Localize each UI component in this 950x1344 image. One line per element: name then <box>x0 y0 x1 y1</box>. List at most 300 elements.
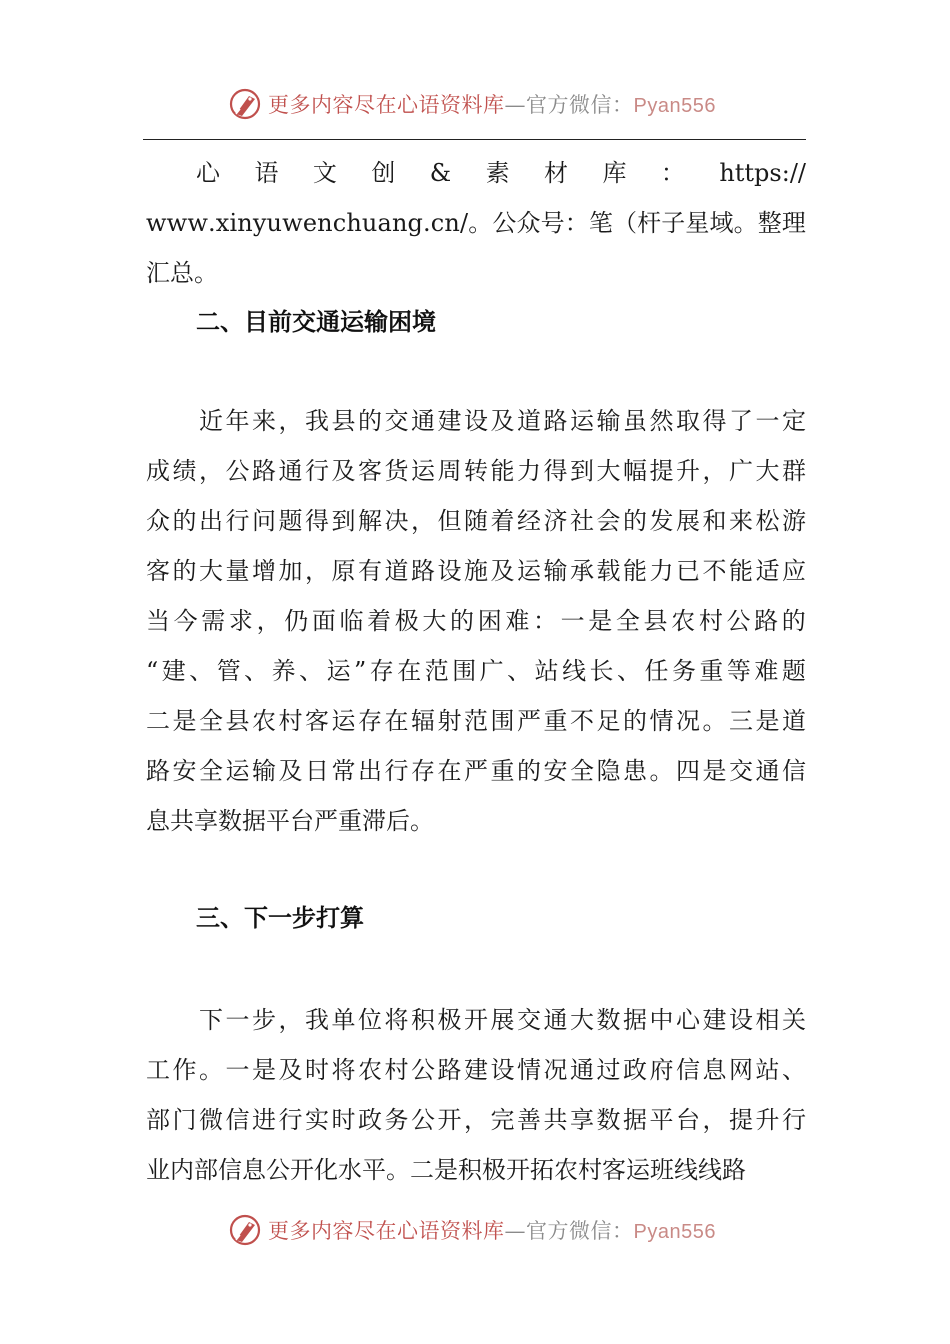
text-char: 存 <box>369 657 394 685</box>
banner-official-label: 官方微信： <box>526 93 634 117</box>
text-char: x <box>215 209 230 237</box>
text-char: 会 <box>596 507 621 535</box>
text-char: 济 <box>543 507 568 535</box>
text-char: 能 <box>490 457 515 485</box>
text-char: 公 <box>726 607 751 635</box>
paragraph-line <box>146 446 806 496</box>
text-char: . <box>208 209 216 237</box>
text-char: 通 <box>411 407 435 435</box>
text-char: 通 <box>570 1056 594 1084</box>
text-char: 载 <box>596 557 621 585</box>
text-char: 笔 <box>588 209 613 237</box>
text-char: 道 <box>517 407 541 435</box>
text-char: 微 <box>199 1106 223 1134</box>
text-char: h <box>346 209 362 237</box>
text-char: 过 <box>596 1056 621 1084</box>
text-char: 绩 <box>172 457 197 485</box>
text-char: 设 <box>490 1056 515 1084</box>
text-char: 数 <box>596 1006 621 1034</box>
text-char: 。 <box>649 757 674 785</box>
text-char: 重 <box>490 757 515 785</box>
text-char: 得 <box>305 507 329 535</box>
text-char: 设 <box>437 557 462 585</box>
text-char: 着 <box>490 507 515 535</box>
text-char: 、 <box>189 657 214 685</box>
text-char: 县 <box>643 607 668 635</box>
text-char: 务 <box>671 657 696 685</box>
text-char: n <box>391 209 408 237</box>
text-char: 日 <box>305 757 329 785</box>
text-char: 是 <box>588 607 613 635</box>
text-char: 据 <box>623 1006 647 1034</box>
text-char: 加 <box>278 557 303 585</box>
intro-char: 素 <box>485 159 510 187</box>
text-char: 应 <box>782 557 806 585</box>
text-char: ， <box>702 1106 727 1134</box>
footer-banner <box>228 1212 716 1248</box>
text-char: 相 <box>755 1006 780 1034</box>
text-char: 一 <box>755 407 780 435</box>
text-char: u <box>266 209 283 237</box>
pen-nib-circle-icon <box>228 1213 262 1247</box>
text-char: 的 <box>623 707 647 735</box>
text-char: ： <box>532 607 557 635</box>
text-char: 下 <box>199 1006 223 1034</box>
text-char: 发 <box>649 507 674 535</box>
text-char: 已 <box>676 557 700 585</box>
text-char: 平 <box>649 1106 674 1134</box>
text-char: 取 <box>676 407 700 435</box>
text-char: 经 <box>517 507 541 535</box>
text-char: 的 <box>781 607 806 635</box>
text-char: 通 <box>278 457 303 485</box>
text-char: 广 <box>479 657 504 685</box>
text-char: 的 <box>172 507 197 535</box>
text-char: 不 <box>702 557 727 585</box>
banner-dash: — <box>504 1219 526 1243</box>
text-char: 定 <box>782 407 806 435</box>
text-char: ， <box>256 607 281 635</box>
text-char: 足 <box>596 707 621 735</box>
text-char: 得 <box>702 407 727 435</box>
text-char: 来 <box>252 407 276 435</box>
text-char: 成 <box>146 457 170 485</box>
text-char: 况 <box>543 1056 568 1084</box>
text-char: 子 <box>661 209 686 237</box>
paragraph-line <box>146 1045 806 1095</box>
pen-nib-circle-icon <box>228 87 262 121</box>
text-char: 公 <box>411 1056 435 1084</box>
text-char: 农 <box>671 607 696 635</box>
text-char: 务 <box>384 1106 409 1134</box>
text-char: 步 <box>252 1006 276 1034</box>
text-char: 客 <box>358 457 382 485</box>
text-char: 仍 <box>284 607 309 635</box>
text-char: 设 <box>464 407 488 435</box>
text-char: 量 <box>225 557 250 585</box>
text-char: c <box>332 209 347 237</box>
intro-paragraph <box>146 148 806 298</box>
header-rule <box>143 139 806 140</box>
text-char: 社 <box>570 507 594 535</box>
text-char: 情 <box>649 707 674 735</box>
text-char: 存 <box>358 707 382 735</box>
text-char: 的 <box>358 407 382 435</box>
text-char: 患 <box>623 757 647 785</box>
text-char: 施 <box>464 557 488 585</box>
text-char: 路 <box>146 757 170 785</box>
text-char: 在 <box>384 707 409 735</box>
text-char: w <box>166 209 188 237</box>
text-char: 大 <box>570 1006 594 1034</box>
text-char: 。 <box>702 707 727 735</box>
text-char: 府 <box>649 1056 674 1084</box>
text-char: 通 <box>543 1006 568 1034</box>
banner-main-text: 更多内容尽在心语资料库 <box>268 1219 505 1243</box>
banner-main-text: 更多内容尽在心语资料库 <box>268 93 505 117</box>
text-char: y <box>252 209 267 237</box>
text-char: 、 <box>782 1056 806 1084</box>
text-char: 建 <box>702 1006 727 1034</box>
text-char: 积 <box>411 1006 435 1034</box>
banner-wechat-id: Pyan556 <box>633 95 716 117</box>
text-char: 县 <box>225 707 250 735</box>
text-char: 路 <box>252 457 276 485</box>
text-char: 输 <box>252 757 276 785</box>
text-char: 然 <box>649 407 674 435</box>
text-char: 隐 <box>596 757 621 785</box>
text-char: 作 <box>172 1056 197 1084</box>
section-2-paragraph <box>146 396 806 846</box>
text-char: 单 <box>331 1006 356 1034</box>
text-char: 一 <box>225 1056 250 1084</box>
text-char: 运 <box>570 407 594 435</box>
text-char: 及 <box>490 407 515 435</box>
text-char: a <box>377 209 392 237</box>
text-char: 运 <box>411 457 435 485</box>
text-char: n <box>317 209 333 237</box>
text-char: 、 <box>244 657 269 685</box>
text-char: 围 <box>490 707 515 735</box>
text-char: 大 <box>755 457 780 485</box>
intro-char: & <box>429 159 452 187</box>
text-char: 严 <box>517 707 541 735</box>
text-char: 重 <box>699 657 724 685</box>
text-char: 关 <box>782 1006 806 1034</box>
text-char: 严 <box>464 757 488 785</box>
text-char: n <box>444 209 460 237</box>
header-banner <box>228 86 716 122</box>
text-char: 需 <box>201 607 226 635</box>
text-char <box>173 396 197 446</box>
paragraph-line: 业内部信息公开化水平。二是积极开拓农村客运班线线路 <box>146 1156 746 1184</box>
text-char: 据 <box>623 1106 647 1134</box>
text-char: 极 <box>394 607 419 635</box>
text-char: 极 <box>437 1006 462 1034</box>
text-char: 客 <box>305 707 329 735</box>
text-char: 今 <box>173 607 198 635</box>
text-char: 部 <box>146 1106 170 1134</box>
text-char: 站 <box>755 1056 780 1084</box>
text-char: 号 <box>540 209 565 237</box>
intro-char: 库 <box>602 159 627 187</box>
text-char: 公 <box>492 209 517 237</box>
text-char: 享 <box>570 1106 594 1134</box>
text-char <box>173 995 197 1045</box>
text-char: 况 <box>676 707 700 735</box>
text-char: 工 <box>146 1056 170 1084</box>
text-char: 路 <box>754 607 779 635</box>
text-char: 面 <box>311 607 336 635</box>
text-char: 路 <box>411 557 435 585</box>
intro-char: 文 <box>312 159 337 187</box>
text-char: 等 <box>726 657 751 685</box>
text-char: 一 <box>560 607 585 635</box>
banner-text <box>268 89 716 119</box>
text-char: 行 <box>305 457 329 485</box>
text-char: 建 <box>464 1056 488 1084</box>
text-char: g <box>407 209 423 237</box>
text-char: 虽 <box>623 407 647 435</box>
text-char: 行 <box>225 507 250 535</box>
text-char: 交 <box>517 1006 541 1034</box>
text-char: 年 <box>225 407 250 435</box>
text-char: 信 <box>676 1056 700 1084</box>
text-char: 周 <box>437 457 462 485</box>
text-char: 及 <box>278 757 303 785</box>
text-char: u <box>361 209 378 237</box>
text-char: 三 <box>729 707 753 735</box>
text-char: 道 <box>384 557 409 585</box>
text-char: 难 <box>754 657 779 685</box>
text-char: 围 <box>452 657 477 685</box>
text-char: 提 <box>729 1106 753 1134</box>
text-char: 路 <box>437 1056 462 1084</box>
text-char: 货 <box>384 457 409 485</box>
text-char: 存 <box>411 757 435 785</box>
text-char: 在 <box>437 757 462 785</box>
text-char: 村 <box>384 1056 409 1084</box>
text-char: 客 <box>146 557 170 585</box>
intro-char: 心 <box>196 159 220 187</box>
text-char: 增 <box>252 557 276 585</box>
text-char: 信 <box>782 757 806 785</box>
text-char: 。 <box>733 209 758 237</box>
text-char: 是 <box>702 757 727 785</box>
text-char: ， <box>464 1106 488 1134</box>
text-char: 问 <box>252 507 276 535</box>
text-char: 交 <box>729 757 753 785</box>
text-char: 及 <box>278 1056 303 1084</box>
text-char: 理 <box>781 209 806 237</box>
text-char: 大 <box>596 457 621 485</box>
text-char: 的 <box>517 757 541 785</box>
text-char: 、 <box>507 657 532 685</box>
text-char: n <box>237 209 253 237</box>
text-char: 养 <box>271 657 296 685</box>
text-char: 完 <box>490 1106 515 1134</box>
paragraph-line <box>146 596 806 646</box>
text-char: 行 <box>278 1106 303 1134</box>
text-char: 全 <box>199 707 223 735</box>
text-char: 四 <box>676 757 700 785</box>
intro-line-2 <box>146 198 806 248</box>
text-char: 是 <box>172 707 197 735</box>
text-char: 任 <box>644 657 669 685</box>
text-char: 。 <box>468 209 493 237</box>
text-char: 松 <box>755 507 780 535</box>
text-char: w <box>282 209 303 237</box>
text-char: 及 <box>331 457 356 485</box>
text-char: 情 <box>517 1056 541 1084</box>
text-char: 得 <box>543 457 568 485</box>
text-char: 的 <box>450 607 475 635</box>
text-char: 出 <box>358 757 382 785</box>
text-char: 一 <box>225 1006 250 1034</box>
text-char: 有 <box>358 557 382 585</box>
text-char: 的 <box>623 507 647 535</box>
text-char: 设 <box>729 1006 753 1034</box>
text-char: 了 <box>729 407 753 435</box>
text-char: 通 <box>755 757 780 785</box>
text-char: 公 <box>411 1106 435 1134</box>
text-char: . <box>423 209 431 237</box>
text-char: ： <box>564 209 589 237</box>
text-char: 输 <box>596 407 621 435</box>
text-char: 范 <box>424 657 449 685</box>
text-char: （ <box>612 209 637 237</box>
text-char: 网 <box>729 1056 753 1084</box>
text-char: w <box>187 209 208 237</box>
text-char: 政 <box>358 1106 382 1134</box>
text-char: 运 <box>326 657 351 685</box>
text-char: 农 <box>252 707 276 735</box>
text-char: 力 <box>649 557 674 585</box>
paragraph-line <box>146 995 806 1045</box>
text-char: 公 <box>225 457 250 485</box>
text-char: 展 <box>676 507 700 535</box>
text-char: 难 <box>505 607 530 635</box>
section-heading-2: 二、目前交通运输困境 <box>196 308 436 336</box>
text-char: “ <box>146 657 159 685</box>
text-char: 心 <box>676 1006 700 1034</box>
text-char: ， <box>702 457 727 485</box>
text-char: 解 <box>358 507 382 535</box>
text-char: 升 <box>755 1106 780 1134</box>
text-char: 题 <box>781 657 806 685</box>
text-char: 承 <box>570 557 594 585</box>
text-char: 随 <box>464 507 488 535</box>
text-char: 重 <box>543 707 568 735</box>
text-char: 和 <box>702 507 727 535</box>
text-char: 位 <box>358 1006 382 1034</box>
intro-char: 语 <box>254 159 279 187</box>
text-char: ， <box>411 507 435 535</box>
text-char: 进 <box>252 1106 276 1134</box>
intro-line-3: 汇总。 <box>146 259 218 287</box>
text-char: 信 <box>225 1106 250 1134</box>
text-char: 广 <box>729 457 753 485</box>
text-char: 将 <box>384 1006 409 1034</box>
text-char: c <box>430 209 445 237</box>
text-char: / <box>459 209 469 237</box>
text-char: 全 <box>615 607 640 635</box>
banner-official-label: 官方微信： <box>526 1219 634 1243</box>
text-char: 共 <box>543 1106 568 1134</box>
text-char: 能 <box>729 557 753 585</box>
text-char: 大 <box>199 557 223 585</box>
text-char: 众 <box>146 507 170 535</box>
text-char: 长 <box>589 657 614 685</box>
banner-wechat-id: Pyan556 <box>633 1221 716 1243</box>
paragraph-line <box>146 646 806 696</box>
paragraph-line <box>146 496 806 546</box>
text-char: 运 <box>225 757 250 785</box>
text-char: 建 <box>161 657 186 685</box>
paragraph-line: 息共享数据平台严重滞后。 <box>146 807 434 835</box>
text-char: 息 <box>702 1056 727 1084</box>
text-char: 开 <box>464 1006 488 1034</box>
text-char: 范 <box>464 707 488 735</box>
text-char: 输 <box>543 557 568 585</box>
text-char: 路 <box>543 407 568 435</box>
text-char: ” <box>354 657 367 685</box>
text-char: 但 <box>437 507 462 535</box>
paragraph-line <box>146 546 806 596</box>
text-char: 到 <box>331 507 356 535</box>
paragraph-line <box>146 1095 806 1145</box>
text-char: 交 <box>384 407 409 435</box>
text-char: 行 <box>384 757 409 785</box>
text-char: 能 <box>623 557 647 585</box>
text-char: 众 <box>516 209 541 237</box>
text-char: 时 <box>305 1056 329 1084</box>
text-char <box>146 396 170 446</box>
text-char: 政 <box>623 1056 647 1084</box>
text-char: 到 <box>570 457 594 485</box>
intro-line-1 <box>146 148 806 198</box>
text-char: 近 <box>199 407 223 435</box>
text-char: 域 <box>709 209 734 237</box>
section-3-paragraph <box>146 995 806 1195</box>
paragraph-line <box>146 696 806 746</box>
text-char: i <box>229 209 238 237</box>
text-char: w <box>146 209 167 237</box>
text-char: 门 <box>172 1106 197 1134</box>
text-char: 村 <box>698 607 723 635</box>
section-heading-3: 三、下一步打算 <box>196 904 364 932</box>
text-char: 全 <box>199 757 223 785</box>
text-char: 台 <box>676 1106 700 1134</box>
text-char: 。 <box>199 1056 223 1084</box>
text-char: 数 <box>596 1106 621 1134</box>
text-char: 安 <box>543 757 568 785</box>
text-char: 道 <box>782 707 806 735</box>
text-char: 着 <box>367 607 392 635</box>
text-char: 善 <box>517 1106 541 1134</box>
text-char: 提 <box>649 457 674 485</box>
text-char: ， <box>278 407 303 435</box>
text-char: 、 <box>299 657 324 685</box>
paragraph-line <box>146 746 806 796</box>
intro-char: 材 <box>544 159 568 187</box>
text-char: 星 <box>685 209 710 237</box>
text-char: 升 <box>676 457 700 485</box>
text-char: 时 <box>331 1106 356 1134</box>
intro-char: ： <box>660 159 685 187</box>
text-char: 建 <box>437 407 462 435</box>
text-char: 适 <box>755 557 780 585</box>
